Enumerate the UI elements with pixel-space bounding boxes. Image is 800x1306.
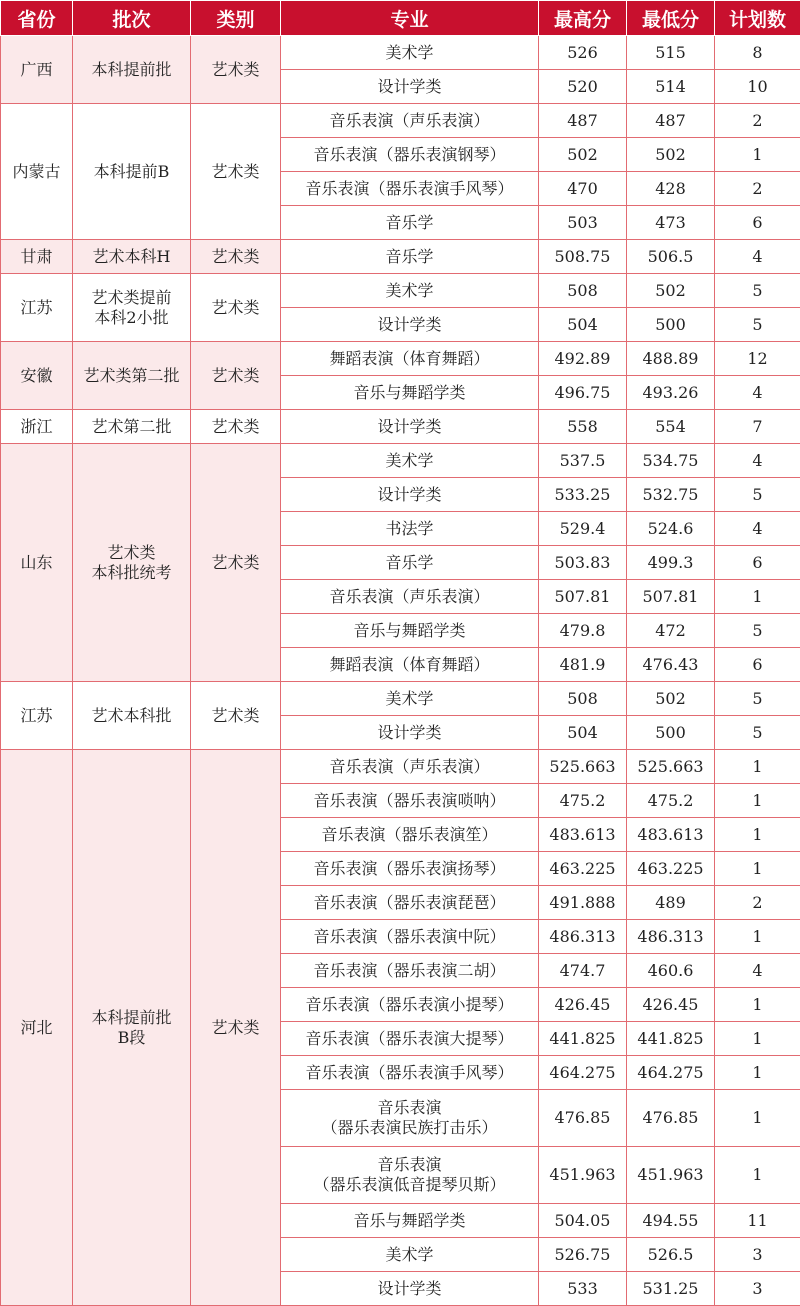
plan-count-cell: 6 <box>715 206 800 240</box>
min-score-cell: 525.663 <box>627 750 715 784</box>
header-max-score: 最高分 <box>539 1 627 36</box>
min-score-cell: 489 <box>627 886 715 920</box>
major-cell: 音乐表演（器乐表演手风琴） <box>281 1056 539 1090</box>
min-score-cell: 502 <box>627 682 715 716</box>
max-score-cell: 533 <box>539 1272 627 1306</box>
min-score-cell: 502 <box>627 274 715 308</box>
max-score-cell: 504 <box>539 308 627 342</box>
min-score-cell: 428 <box>627 172 715 206</box>
table-row <box>1 682 800 716</box>
major-cell: 音乐学 <box>281 206 539 240</box>
max-score-cell: 426.45 <box>539 988 627 1022</box>
min-score-cell: 531.25 <box>627 1272 715 1306</box>
min-score-cell: 515 <box>627 36 715 70</box>
min-score-cell: 463.225 <box>627 852 715 886</box>
plan-count-cell: 11 <box>715 1204 800 1238</box>
province-cell: 甘肃 <box>1 240 73 274</box>
header-plan-count: 计划数 <box>715 1 800 36</box>
min-score-cell: 451.963 <box>627 1147 715 1204</box>
batch-cell: 艺术本科H <box>73 240 191 274</box>
major-cell: 设计学类 <box>281 308 539 342</box>
major-cell: 美术学 <box>281 1238 539 1272</box>
min-score-cell: 441.825 <box>627 1022 715 1056</box>
min-score-cell: 426.45 <box>627 988 715 1022</box>
max-score-cell: 491.888 <box>539 886 627 920</box>
major-cell: 设计学类 <box>281 478 539 512</box>
category-cell: 艺术类 <box>191 682 281 750</box>
major-cell: 美术学 <box>281 274 539 308</box>
max-score-cell: 526 <box>539 36 627 70</box>
province-cell: 安徽 <box>1 342 73 410</box>
category-cell: 艺术类 <box>191 444 281 682</box>
max-score-cell: 520 <box>539 70 627 104</box>
province-cell: 山东 <box>1 444 73 682</box>
plan-count-cell: 1 <box>715 1147 800 1204</box>
plan-count-cell: 5 <box>715 308 800 342</box>
major-cell: 音乐表演（器乐表演笙） <box>281 818 539 852</box>
header-min-score: 最低分 <box>627 1 715 36</box>
major-cell: 设计学类 <box>281 70 539 104</box>
major-cell: 音乐表演（器乐表演唢呐） <box>281 784 539 818</box>
major-cell: 音乐表演（器乐表演大提琴） <box>281 1022 539 1056</box>
major-cell: 音乐学 <box>281 240 539 274</box>
batch-cell: 艺术类第二批 <box>73 342 191 410</box>
plan-count-cell: 1 <box>715 138 800 172</box>
max-score-cell: 492.89 <box>539 342 627 376</box>
max-score-cell: 503.83 <box>539 546 627 580</box>
major-cell: 舞蹈表演（体育舞蹈） <box>281 342 539 376</box>
min-score-cell: 476.43 <box>627 648 715 682</box>
plan-count-cell: 5 <box>715 682 800 716</box>
min-score-cell: 473 <box>627 206 715 240</box>
min-score-cell: 483.613 <box>627 818 715 852</box>
min-score-cell: 506.5 <box>627 240 715 274</box>
major-cell: 音乐表演 （器乐表演低音提琴贝斯） <box>281 1147 539 1204</box>
plan-count-cell: 5 <box>715 614 800 648</box>
major-cell: 音乐与舞蹈学类 <box>281 376 539 410</box>
max-score-cell: 537.5 <box>539 444 627 478</box>
plan-count-cell: 2 <box>715 104 800 138</box>
max-score-cell: 558 <box>539 410 627 444</box>
major-cell: 音乐表演 （器乐表演民族打击乐） <box>281 1090 539 1147</box>
max-score-cell: 464.275 <box>539 1056 627 1090</box>
plan-count-cell: 4 <box>715 444 800 478</box>
major-cell: 音乐表演（器乐表演二胡） <box>281 954 539 988</box>
major-cell: 舞蹈表演（体育舞蹈） <box>281 648 539 682</box>
min-score-cell: 475.2 <box>627 784 715 818</box>
min-score-cell: 502 <box>627 138 715 172</box>
max-score-cell: 508 <box>539 682 627 716</box>
major-cell: 设计学类 <box>281 410 539 444</box>
major-cell: 音乐与舞蹈学类 <box>281 1204 539 1238</box>
batch-cell: 艺术本科批 <box>73 682 191 750</box>
plan-count-cell: 5 <box>715 274 800 308</box>
min-score-cell: 507.81 <box>627 580 715 614</box>
max-score-cell: 508.75 <box>539 240 627 274</box>
min-score-cell: 524.6 <box>627 512 715 546</box>
max-score-cell: 481.9 <box>539 648 627 682</box>
min-score-cell: 500 <box>627 716 715 750</box>
category-cell: 艺术类 <box>191 410 281 444</box>
plan-count-cell: 1 <box>715 852 800 886</box>
max-score-cell: 533.25 <box>539 478 627 512</box>
major-cell: 音乐表演（器乐表演扬琴） <box>281 852 539 886</box>
min-score-cell: 493.26 <box>627 376 715 410</box>
province-cell: 河北 <box>1 750 73 1306</box>
plan-count-cell: 7 <box>715 410 800 444</box>
major-cell: 美术学 <box>281 36 539 70</box>
table-row <box>1 104 800 138</box>
province-cell: 广西 <box>1 36 73 104</box>
max-score-cell: 504 <box>539 716 627 750</box>
category-cell: 艺术类 <box>191 104 281 240</box>
plan-count-cell: 2 <box>715 172 800 206</box>
header-row <box>1 1 800 36</box>
min-score-cell: 526.5 <box>627 1238 715 1272</box>
major-cell: 设计学类 <box>281 716 539 750</box>
province-cell: 江苏 <box>1 682 73 750</box>
plan-count-cell: 1 <box>715 920 800 954</box>
batch-cell: 艺术类提前 本科2小批 <box>73 274 191 342</box>
header-category: 类别 <box>191 1 281 36</box>
table-row <box>1 410 800 444</box>
max-score-cell: 504.05 <box>539 1204 627 1238</box>
table-row <box>1 750 800 784</box>
plan-count-cell: 6 <box>715 546 800 580</box>
category-cell: 艺术类 <box>191 750 281 1306</box>
table-row <box>1 444 800 478</box>
batch-cell: 本科提前B <box>73 104 191 240</box>
min-score-cell: 460.6 <box>627 954 715 988</box>
plan-count-cell: 12 <box>715 342 800 376</box>
min-score-cell: 514 <box>627 70 715 104</box>
table-row <box>1 240 800 274</box>
max-score-cell: 503 <box>539 206 627 240</box>
max-score-cell: 474.7 <box>539 954 627 988</box>
province-cell: 内蒙古 <box>1 104 73 240</box>
major-cell: 美术学 <box>281 682 539 716</box>
category-cell: 艺术类 <box>191 342 281 410</box>
category-cell: 艺术类 <box>191 274 281 342</box>
major-cell: 音乐学 <box>281 546 539 580</box>
major-cell: 音乐表演（声乐表演） <box>281 580 539 614</box>
min-score-cell: 472 <box>627 614 715 648</box>
major-cell: 美术学 <box>281 444 539 478</box>
min-score-cell: 499.3 <box>627 546 715 580</box>
batch-cell: 艺术类 本科批统考 <box>73 444 191 682</box>
max-score-cell: 479.8 <box>539 614 627 648</box>
min-score-cell: 487 <box>627 104 715 138</box>
min-score-cell: 464.275 <box>627 1056 715 1090</box>
major-cell: 书法学 <box>281 512 539 546</box>
plan-count-cell: 4 <box>715 240 800 274</box>
max-score-cell: 475.2 <box>539 784 627 818</box>
province-cell: 浙江 <box>1 410 73 444</box>
plan-count-cell: 3 <box>715 1238 800 1272</box>
major-cell: 音乐与舞蹈学类 <box>281 614 539 648</box>
max-score-cell: 483.613 <box>539 818 627 852</box>
major-cell: 音乐表演（声乐表演） <box>281 750 539 784</box>
max-score-cell: 476.85 <box>539 1090 627 1147</box>
max-score-cell: 508 <box>539 274 627 308</box>
plan-count-cell: 6 <box>715 648 800 682</box>
plan-count-cell: 1 <box>715 580 800 614</box>
header-province: 省份 <box>1 1 73 36</box>
plan-count-cell: 2 <box>715 886 800 920</box>
province-cell: 江苏 <box>1 274 73 342</box>
table-row <box>1 36 800 70</box>
min-score-cell: 476.85 <box>627 1090 715 1147</box>
plan-count-cell: 4 <box>715 954 800 988</box>
plan-count-cell: 1 <box>715 1090 800 1147</box>
category-cell: 艺术类 <box>191 240 281 274</box>
major-cell: 音乐表演（器乐表演钢琴） <box>281 138 539 172</box>
major-cell: 音乐表演（器乐表演中阮） <box>281 920 539 954</box>
plan-count-cell: 4 <box>715 512 800 546</box>
max-score-cell: 441.825 <box>539 1022 627 1056</box>
max-score-cell: 451.963 <box>539 1147 627 1204</box>
min-score-cell: 488.89 <box>627 342 715 376</box>
max-score-cell: 487 <box>539 104 627 138</box>
max-score-cell: 507.81 <box>539 580 627 614</box>
min-score-cell: 500 <box>627 308 715 342</box>
category-cell: 艺术类 <box>191 36 281 104</box>
min-score-cell: 532.75 <box>627 478 715 512</box>
plan-count-cell: 1 <box>715 988 800 1022</box>
max-score-cell: 470 <box>539 172 627 206</box>
major-cell: 音乐表演（声乐表演） <box>281 104 539 138</box>
plan-count-cell: 1 <box>715 818 800 852</box>
major-cell: 音乐表演（器乐表演小提琴） <box>281 988 539 1022</box>
plan-count-cell: 5 <box>715 478 800 512</box>
max-score-cell: 525.663 <box>539 750 627 784</box>
batch-cell: 本科提前批 B段 <box>73 750 191 1306</box>
header-major: 专业 <box>281 1 539 36</box>
max-score-cell: 463.225 <box>539 852 627 886</box>
major-cell: 设计学类 <box>281 1272 539 1306</box>
max-score-cell: 526.75 <box>539 1238 627 1272</box>
plan-count-cell: 1 <box>715 1022 800 1056</box>
plan-count-cell: 4 <box>715 376 800 410</box>
plan-count-cell: 8 <box>715 36 800 70</box>
max-score-cell: 486.313 <box>539 920 627 954</box>
plan-count-cell: 10 <box>715 70 800 104</box>
max-score-cell: 496.75 <box>539 376 627 410</box>
header-batch: 批次 <box>73 1 191 36</box>
min-score-cell: 534.75 <box>627 444 715 478</box>
min-score-cell: 554 <box>627 410 715 444</box>
major-cell: 音乐表演（器乐表演手风琴） <box>281 172 539 206</box>
table-row <box>1 274 800 308</box>
max-score-cell: 502 <box>539 138 627 172</box>
min-score-cell: 486.313 <box>627 920 715 954</box>
plan-count-cell: 1 <box>715 1056 800 1090</box>
max-score-cell: 529.4 <box>539 512 627 546</box>
plan-count-cell: 3 <box>715 1272 800 1306</box>
batch-cell: 艺术第二批 <box>73 410 191 444</box>
table-row <box>1 342 800 376</box>
plan-count-cell: 5 <box>715 716 800 750</box>
major-cell: 音乐表演（器乐表演琵琶） <box>281 886 539 920</box>
table-body <box>1 36 800 1306</box>
plan-count-cell: 1 <box>715 750 800 784</box>
batch-cell: 本科提前批 <box>73 36 191 104</box>
plan-count-cell: 1 <box>715 784 800 818</box>
min-score-cell: 494.55 <box>627 1204 715 1238</box>
